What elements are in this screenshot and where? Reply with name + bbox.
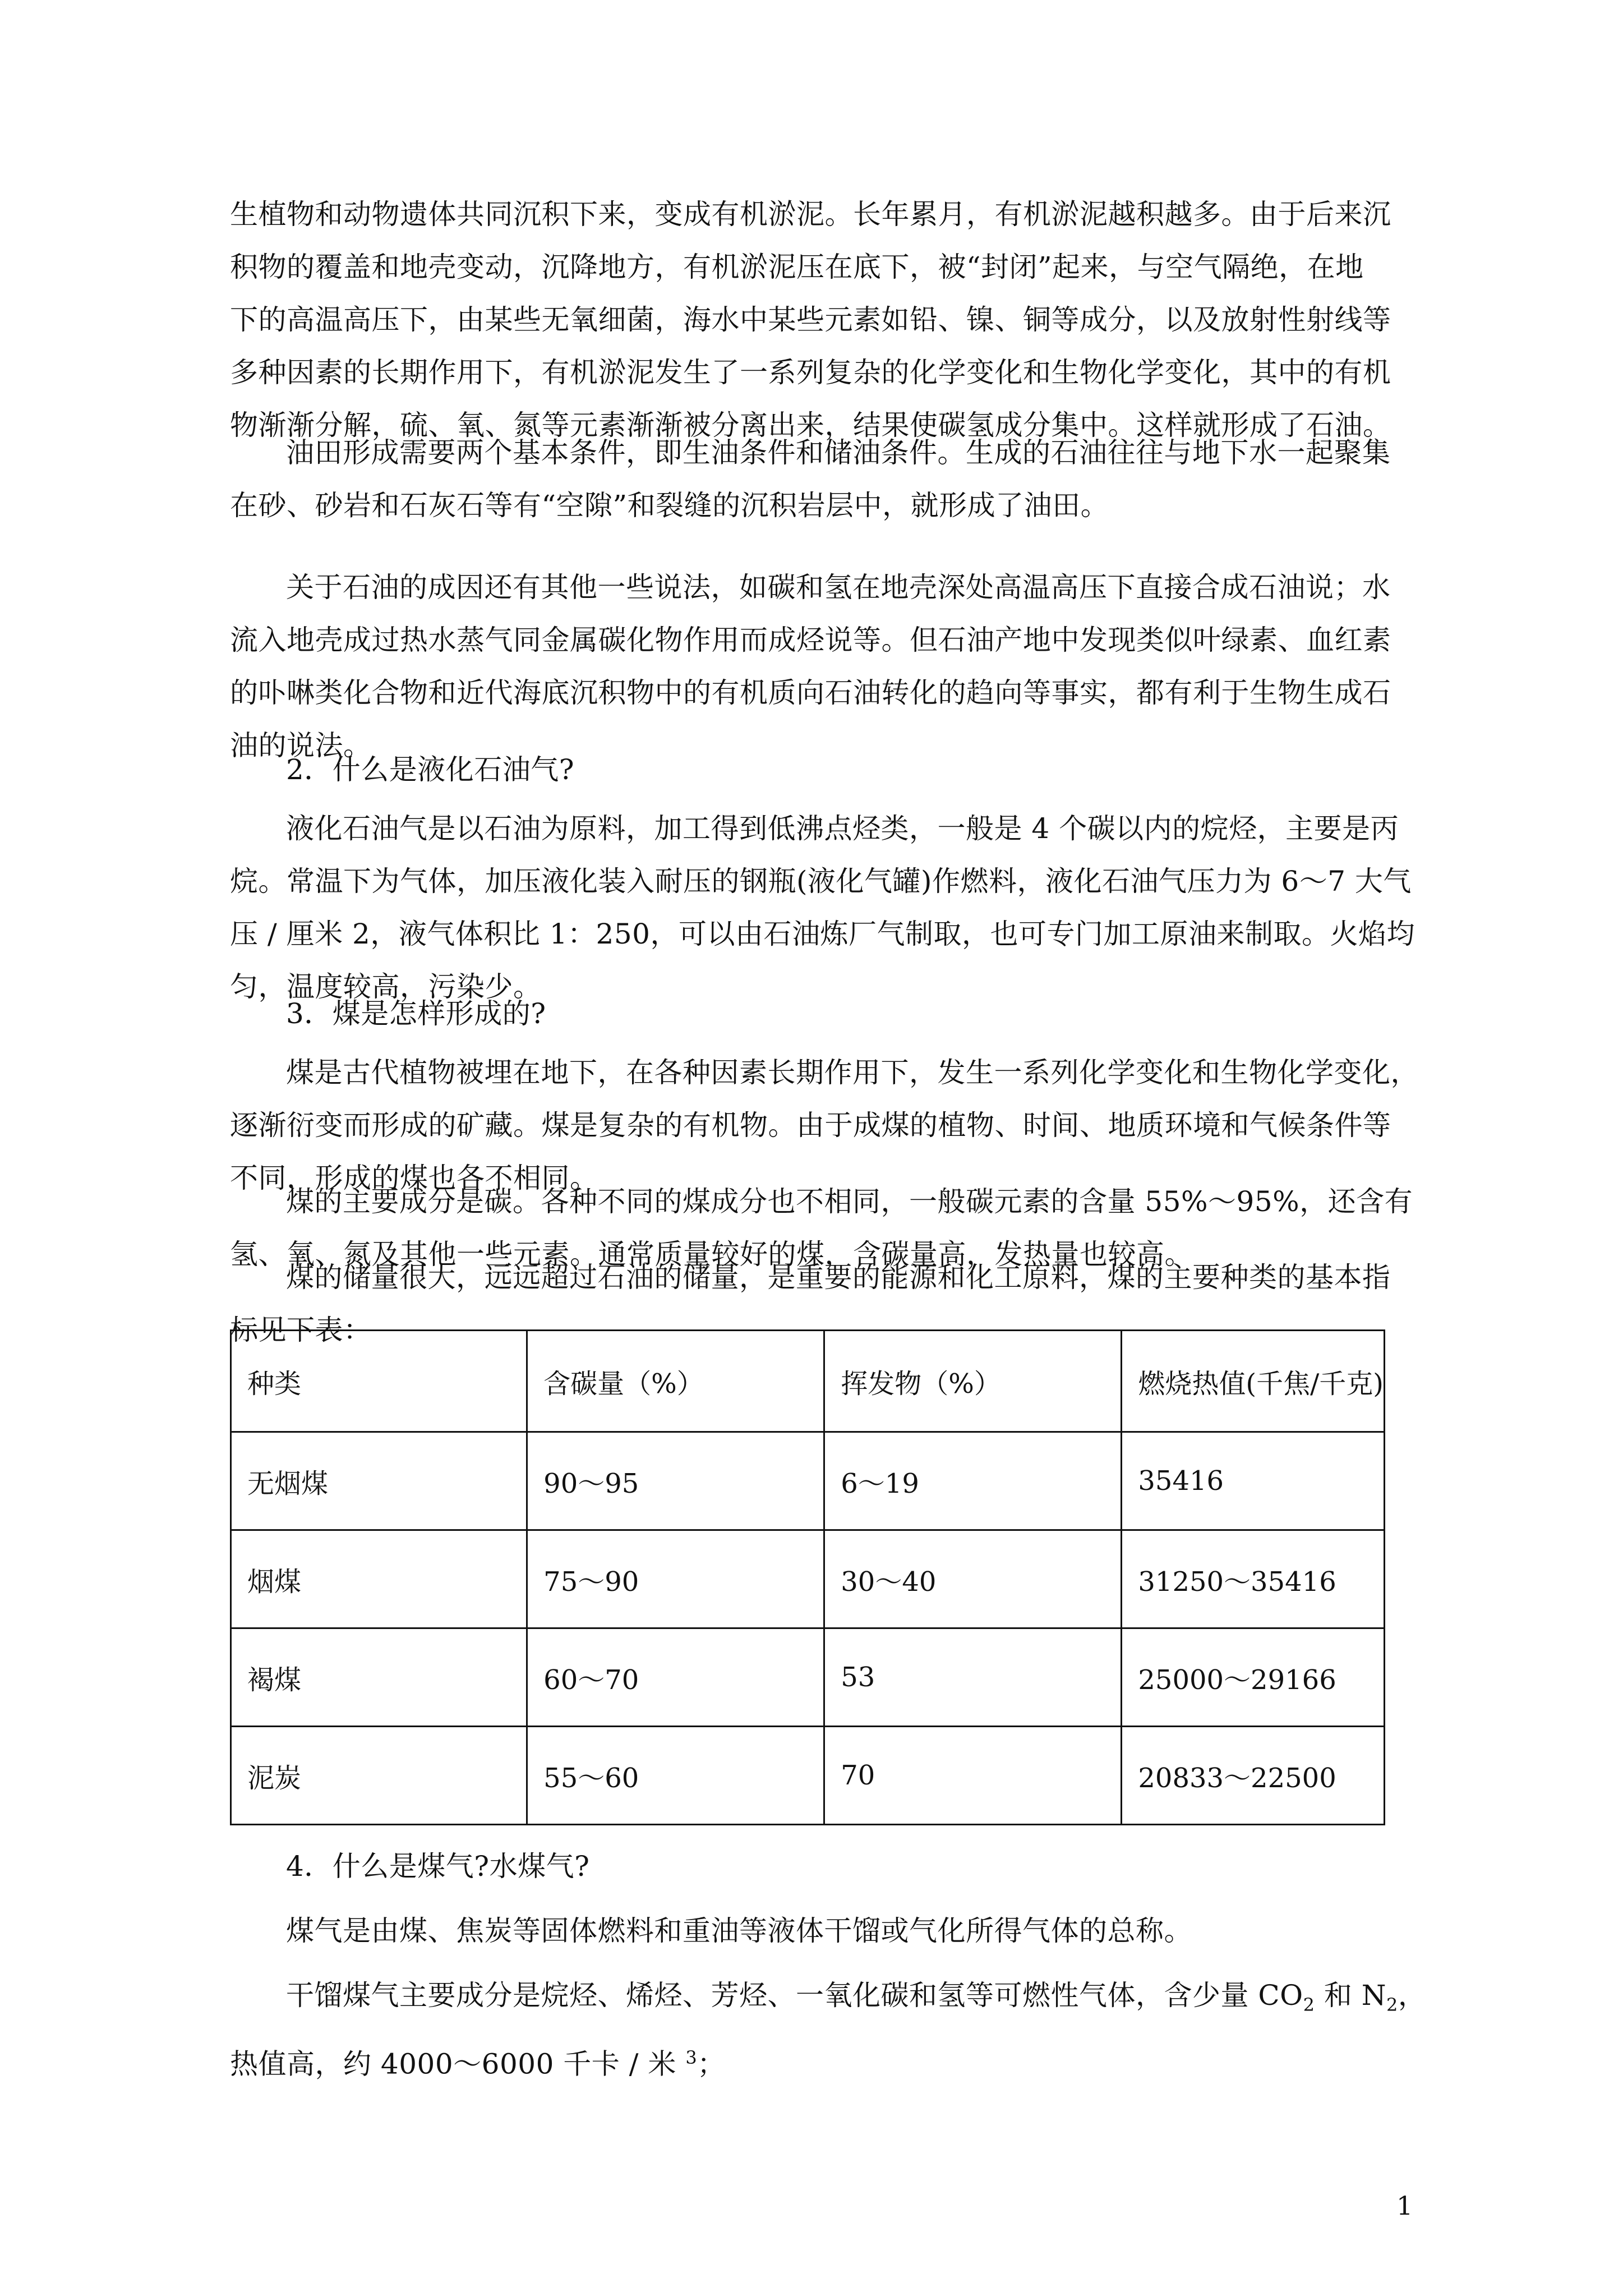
text-line: 标见下表： [230, 1314, 372, 1346]
table-cell: 20833～22500 [1122, 1727, 1385, 1825]
table-header-cell: 挥发物（%） [824, 1331, 1122, 1432]
text-line: 油的说法。 [230, 729, 372, 762]
text-line: 的卟啉类化合物和近代海底沉积物中的有机质向石油转化的趋向等事实，都有利于生物生成石 [230, 677, 1391, 709]
text-line: 液化石油气是以石油为原料，加工得到低沸点烃类，一般是 4 个碳以内的烷烃，主要是丙 [286, 812, 1399, 845]
paragraph-lpg [230, 802, 1415, 1013]
text-line: 不同，形成的煤也各不相同。 [230, 1162, 598, 1194]
text-fragment: 和 N [1315, 1979, 1387, 2012]
text-line: 烷。常温下为气体，加压液化装入耐压的钢瓶(液化气罐)作燃料，液化石油气压力为 6～7 大气 [230, 865, 1412, 898]
table-row [231, 1432, 1385, 1530]
text-fragment: ， [1398, 1979, 1427, 2012]
table-header-cell: 种类 [231, 1331, 527, 1432]
text-line: 下的高温高压下，由某些无氧细菌，海水中某些元素如铅、镍、铜等成分，以及放射性射线等 [230, 303, 1391, 336]
text-line: 压 / 厘米 2，液气体积比 1：250，可以由石油炼厂气制取，也可专门加工原油来制取。火焰均 [230, 918, 1415, 950]
page-number: 1 [1396, 2191, 1413, 2221]
question-heading: 3．煤是怎样形成的? [286, 997, 546, 1030]
text-line: 逐渐衍变而形成的矿藏。煤是复杂的有机物。由于成煤的植物、时间、地质环境和气候条件等 [230, 1109, 1391, 1142]
text-line: 物渐渐分解，硫、氧、氮等元素渐渐被分离出来，结果使碳氢成分集中。这样就形成了石油。 [230, 409, 1391, 441]
table-cell: 60～70 [527, 1628, 824, 1727]
text-line [230, 1969, 1427, 2031]
table-row [231, 1628, 1385, 1727]
text-fragment: 热值高，约 4000～6000 千卡 / 米 [230, 2047, 686, 2081]
text-line: 煤是古代植物被埋在地下，在各种因素长期作用下，发生一系列化学变化和生物化学变化， [286, 1056, 1419, 1089]
table-cell: 75～90 [527, 1530, 824, 1628]
table-cell: 31250～35416 [1122, 1530, 1385, 1628]
text-line: 流入地壳成过热水蒸气同金属碳化物作用而成烃说等。但石油产地中发现类似叶绿素、血红素 [230, 624, 1391, 656]
table-cell: 90～95 [527, 1432, 824, 1530]
heading-q4 [230, 1840, 1391, 1893]
text-line: 煤的储量很大，远远超过石油的储量，是重要的能源和化工原料，煤的主要种类的基本指 [286, 1261, 1391, 1294]
table-cell: 30～40 [824, 1530, 1122, 1628]
table-cell: 烟煤 [231, 1530, 527, 1628]
paragraph-coal-gas [230, 1904, 1391, 1957]
text-line: 油田形成需要两个基本条件，即生油条件和储油条件。生成的石油往往与地下水一起聚集 [286, 436, 1391, 469]
table-cell: 泥炭 [231, 1727, 527, 1825]
paragraph-oil-field [230, 426, 1391, 532]
paragraph-oil-origin-theories [230, 561, 1391, 772]
table-header-cell: 燃烧热值(千焦/千克) [1122, 1331, 1385, 1432]
text-line: 关于石油的成因还有其他一些说法，如碳和氢在地壳深处高温高压下直接合成石油说；水 [286, 571, 1391, 604]
text-fragment: ； [697, 2047, 726, 2081]
paragraph-oil-formation [230, 188, 1391, 452]
paragraph-dry-distillation-gas [230, 1969, 1427, 2091]
table-cell: 无烟煤 [231, 1432, 527, 1530]
table-cell: 25000～29166 [1122, 1628, 1385, 1727]
subscript: 2 [1386, 1994, 1398, 2016]
text-line: 多种因素的长期作用下，有机淤泥发生了一系列复杂的化学变化和生物化学变化，其中的有机 [230, 356, 1391, 389]
table-cell: 6～19 [824, 1432, 1122, 1530]
subscript: 2 [1303, 1994, 1315, 2016]
superscript: 3 [685, 2047, 698, 2068]
heading-q2 [230, 743, 1391, 796]
text-line: 生植物和动物遗体共同沉积下来，变成有机淤泥。长年累月，有机淤泥越积越多。由于后来沉 [230, 198, 1391, 231]
table-header-row [231, 1331, 1385, 1432]
text-line: 匀，温度较高，污染少。 [230, 970, 542, 1003]
question-heading: 4．什么是煤气?水煤气? [286, 1850, 590, 1883]
question-heading: 2．什么是液化石油气? [286, 753, 575, 786]
table-row [231, 1530, 1385, 1628]
table-cell: 55～60 [527, 1727, 824, 1825]
table-cell: 53 [824, 1628, 1122, 1727]
table-header-cell: 含碳量（%） [527, 1331, 824, 1432]
text-line: 煤气是由煤、焦炭等固体燃料和重油等液体干馏或气化所得气体的总称。 [286, 1915, 1192, 1947]
text-fragment: 干馏煤气主要成分是烷烃、烯烃、芳烃、一氧化碳和氢等可燃性气体，含少量 CO [286, 1979, 1303, 2012]
coal-types-table [230, 1329, 1385, 1825]
table-cell: 35416 [1122, 1432, 1385, 1530]
text-line: 氢、氧、氮及其他一些元素。通常质量较好的煤，含碳量高，发热量也较高。 [230, 1238, 1193, 1271]
table-cell: 70 [824, 1727, 1122, 1825]
text-line [230, 2031, 1391, 2091]
table-row [231, 1727, 1385, 1825]
text-line: 在砂、砂岩和石灰石等有“空隙”和裂缝的沉积岩层中，就形成了油田。 [230, 489, 1109, 522]
heading-q3 [230, 987, 1391, 1040]
table-cell: 褐煤 [231, 1628, 527, 1727]
text-line: 积物的覆盖和地壳变动，沉降地方，有机淤泥压在底下，被“封闭”起来，与空气隔绝，在地 [230, 251, 1364, 283]
text-line: 煤的主要成分是碳。各种不同的煤成分也不相同，一般碳元素的含量 55%～95%，还含有 [286, 1185, 1413, 1218]
